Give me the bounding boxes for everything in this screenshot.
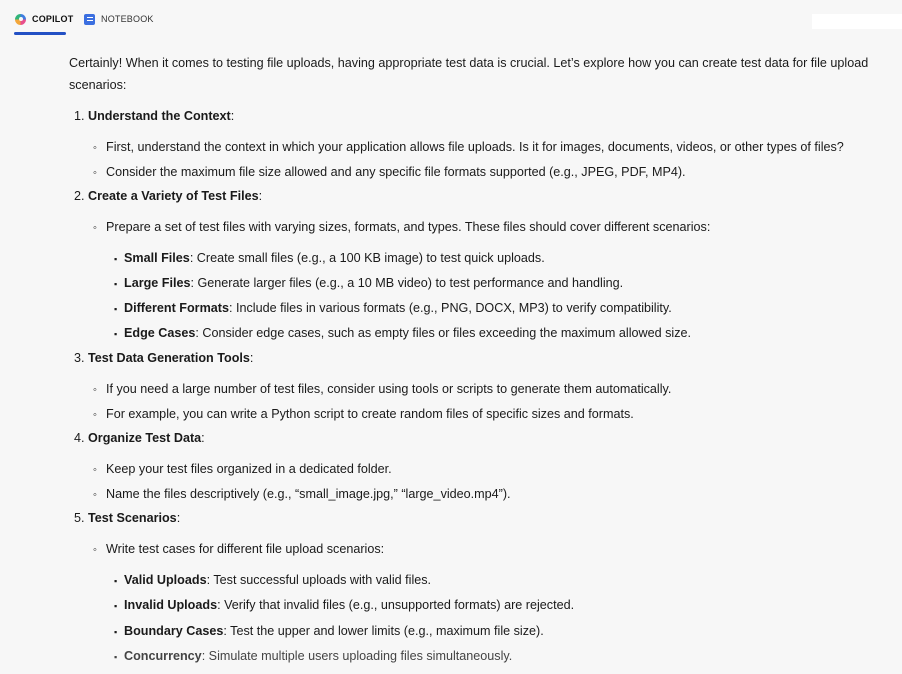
active-tab-indicator <box>14 32 66 35</box>
list-item: ◦ Write test cases for different file upload scenarios: <box>93 542 384 558</box>
list-item: ◦ First, understand the context in which your application allows file uploads. Is it for images, documents, videos, or other types of files? <box>93 140 844 156</box>
list-item: ▪ Invalid Uploads: Verify that invalid files (e.g., unsupported formats) are rejected. <box>114 598 574 614</box>
list-item: ▪ Different Formats: Include files in various formats (e.g., PNG, DOCX, MP3) to verify compatibility. <box>114 301 672 317</box>
list-item: ◦ Prepare a set of test files with varying sizes, formats, and types. These files should cover different scenarios: <box>93 220 710 236</box>
copilot-logo-icon <box>15 14 26 25</box>
step-5-heading: 5. Test Scenarios: <box>74 511 181 525</box>
intro-text-line-2: scenarios: <box>69 78 127 92</box>
tab-copilot-label: COPILOT <box>32 14 74 24</box>
intro-text-line-1: Certainly! When it comes to testing file uploads, having appropriate test data is crucial. Let’s explore how you can create test data for file upload <box>69 56 869 70</box>
list-item: ◦ For example, you can write a Python script to create random files of specific sizes and formats. <box>93 407 634 423</box>
step-1-heading: 1. Understand the Context: <box>74 109 235 123</box>
step-4-heading: 4. Organize Test Data: <box>74 431 205 445</box>
tab-copilot[interactable] <box>15 12 73 26</box>
list-item: ▪ Valid Uploads: Test successful uploads with valid files. <box>114 573 431 589</box>
list-item: ▪ Boundary Cases: Test the upper and lower limits (e.g., maximum file size). <box>114 624 544 640</box>
top-right-panel <box>812 14 902 29</box>
list-item: ◦ If you need a large number of test files, consider using tools or scripts to generate them automatically. <box>93 382 671 398</box>
list-item: ▪ Edge Cases: Consider edge cases, such as empty files or files exceeding the maximum allowed size. <box>114 326 691 342</box>
list-item: ◦ Keep your test files organized in a dedicated folder. <box>93 462 392 478</box>
list-item: ▪ Large Files: Generate larger files (e.g., a 10 MB video) to test performance and handling. <box>114 276 623 292</box>
tab-notebook[interactable] <box>84 12 154 26</box>
header-bar <box>0 0 902 36</box>
notebook-icon <box>84 14 95 25</box>
list-item: ▪ Concurrency: Simulate multiple users uploading files simultaneously. <box>114 649 512 665</box>
list-item: ◦ Name the files descriptively (e.g., “small_image.jpg,” “large_video.mp4”). <box>93 487 511 503</box>
step-3-heading: 3. Test Data Generation Tools: <box>74 351 254 365</box>
step-2-heading: 2. Create a Variety of Test Files: <box>74 189 263 203</box>
list-item: ◦ Consider the maximum file size allowed and any specific file formats supported (e.g., JPEG, PDF, MP4). <box>93 165 686 181</box>
tab-notebook-label: NOTEBOOK <box>101 14 154 24</box>
list-item: ▪ Small Files: Create small files (e.g., a 100 KB image) to test quick uploads. <box>114 251 545 267</box>
